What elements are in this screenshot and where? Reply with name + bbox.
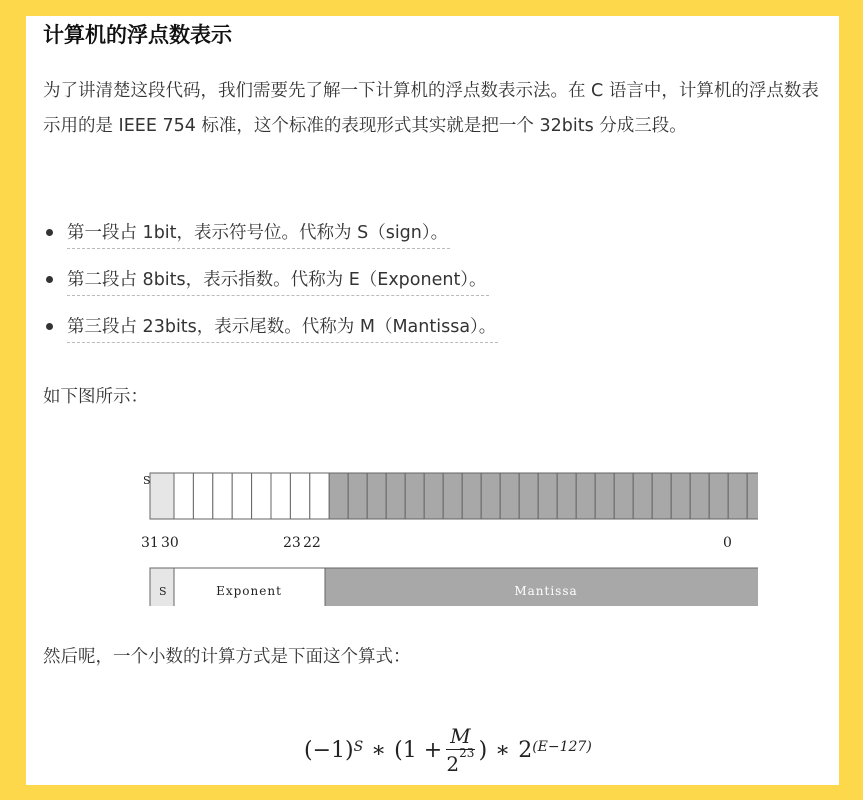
- bit-cell: [614, 473, 633, 519]
- bit-cell: [367, 473, 386, 519]
- bit-cell: [500, 473, 519, 519]
- bit-cell: [576, 473, 595, 519]
- bit-cell: [405, 473, 424, 519]
- bullet-icon: [46, 229, 53, 236]
- bit-cell: [424, 473, 443, 519]
- bit-cell: [252, 473, 271, 519]
- formula-fraction: [446, 724, 474, 776]
- formula-exponent: (E−127): [532, 739, 592, 755]
- bit-label-0: 0: [723, 535, 732, 551]
- bit-cell: [193, 473, 212, 519]
- formula-sign-exponent: S: [353, 739, 364, 755]
- figure-intro: 如下图所示：: [43, 387, 148, 407]
- bullet-icon: [46, 276, 53, 283]
- formula-base: (−1): [304, 737, 354, 763]
- bit-cell: [671, 473, 690, 519]
- bit-cell: [557, 473, 576, 519]
- bit-cell: [329, 473, 348, 519]
- bit-cell: [232, 473, 251, 519]
- bullet-text: 第二段占 8bits，表示指数。代称为 E（Exponent）。: [67, 266, 489, 296]
- formula-intro: 然后呢，一个小数的计算方式是下面这个算式：: [43, 647, 411, 667]
- exponent-field-label: Exponent: [216, 584, 282, 598]
- formula-open: (1 +: [394, 737, 443, 763]
- bit-cell: [213, 473, 232, 519]
- mantissa-field-label: Mantissa: [514, 584, 578, 598]
- bit-cell: [709, 473, 728, 519]
- article-page: [26, 16, 839, 785]
- bit-cell: [174, 473, 193, 519]
- ieee754-diagram: [133, 446, 758, 606]
- bit-cell: [443, 473, 462, 519]
- bit-cell: [519, 473, 538, 519]
- bit-cells-row: [150, 473, 758, 519]
- bit-cell: [595, 473, 614, 519]
- bit-label-30: 30: [161, 535, 179, 551]
- intro-paragraph: 为了讲清楚这段代码，我们需要先了解一下计算机的浮点数表示法。在 C 语言中，计算机的浮点数表示用的是 IEEE 754 标准，这个标准的表现形式其实就是把一个 32bits 分成三段。: [43, 81, 819, 136]
- fraction-numerator: M: [446, 724, 474, 750]
- formula-close: ): [478, 737, 488, 763]
- formula-times-2: ∗: [495, 737, 511, 763]
- bit-cell: [538, 473, 557, 519]
- bullet-icon: [46, 323, 53, 330]
- sign-bit-label: S: [143, 474, 151, 487]
- bit-cell: [271, 473, 290, 519]
- bit-cell: [462, 473, 481, 519]
- denominator-base: 2: [446, 752, 460, 776]
- bit-cell: [348, 473, 367, 519]
- bit-cell: [728, 473, 747, 519]
- bit-label-22: 22: [303, 535, 321, 551]
- bit-cell: [481, 473, 500, 519]
- float-formula: [304, 724, 592, 776]
- bullet-text: 第三段占 23bits，表示尾数。代称为 M（Mantissa）。: [67, 313, 498, 343]
- bit-cell: [150, 473, 174, 519]
- bit-cell: [386, 473, 405, 519]
- bit-cell: [633, 473, 652, 519]
- bit-cell: [747, 473, 758, 519]
- bit-cell: [290, 473, 309, 519]
- denominator-exponent: 23: [459, 746, 475, 761]
- formula-times-1: ∗: [371, 737, 387, 763]
- bullet-text: 第一段占 1bit，表示符号位。代称为 S（sign）。: [67, 219, 450, 249]
- bit-cell: [690, 473, 709, 519]
- bit-label-31: 31: [141, 535, 159, 551]
- formula-two: 2: [518, 737, 533, 763]
- bit-cell: [652, 473, 671, 519]
- fraction-denominator: [446, 746, 475, 776]
- sign-field-label: S: [159, 585, 167, 598]
- section-title: 计算机的浮点数表示: [43, 23, 232, 47]
- bit-label-23: 23: [283, 535, 301, 551]
- bit-cell: [310, 473, 329, 519]
